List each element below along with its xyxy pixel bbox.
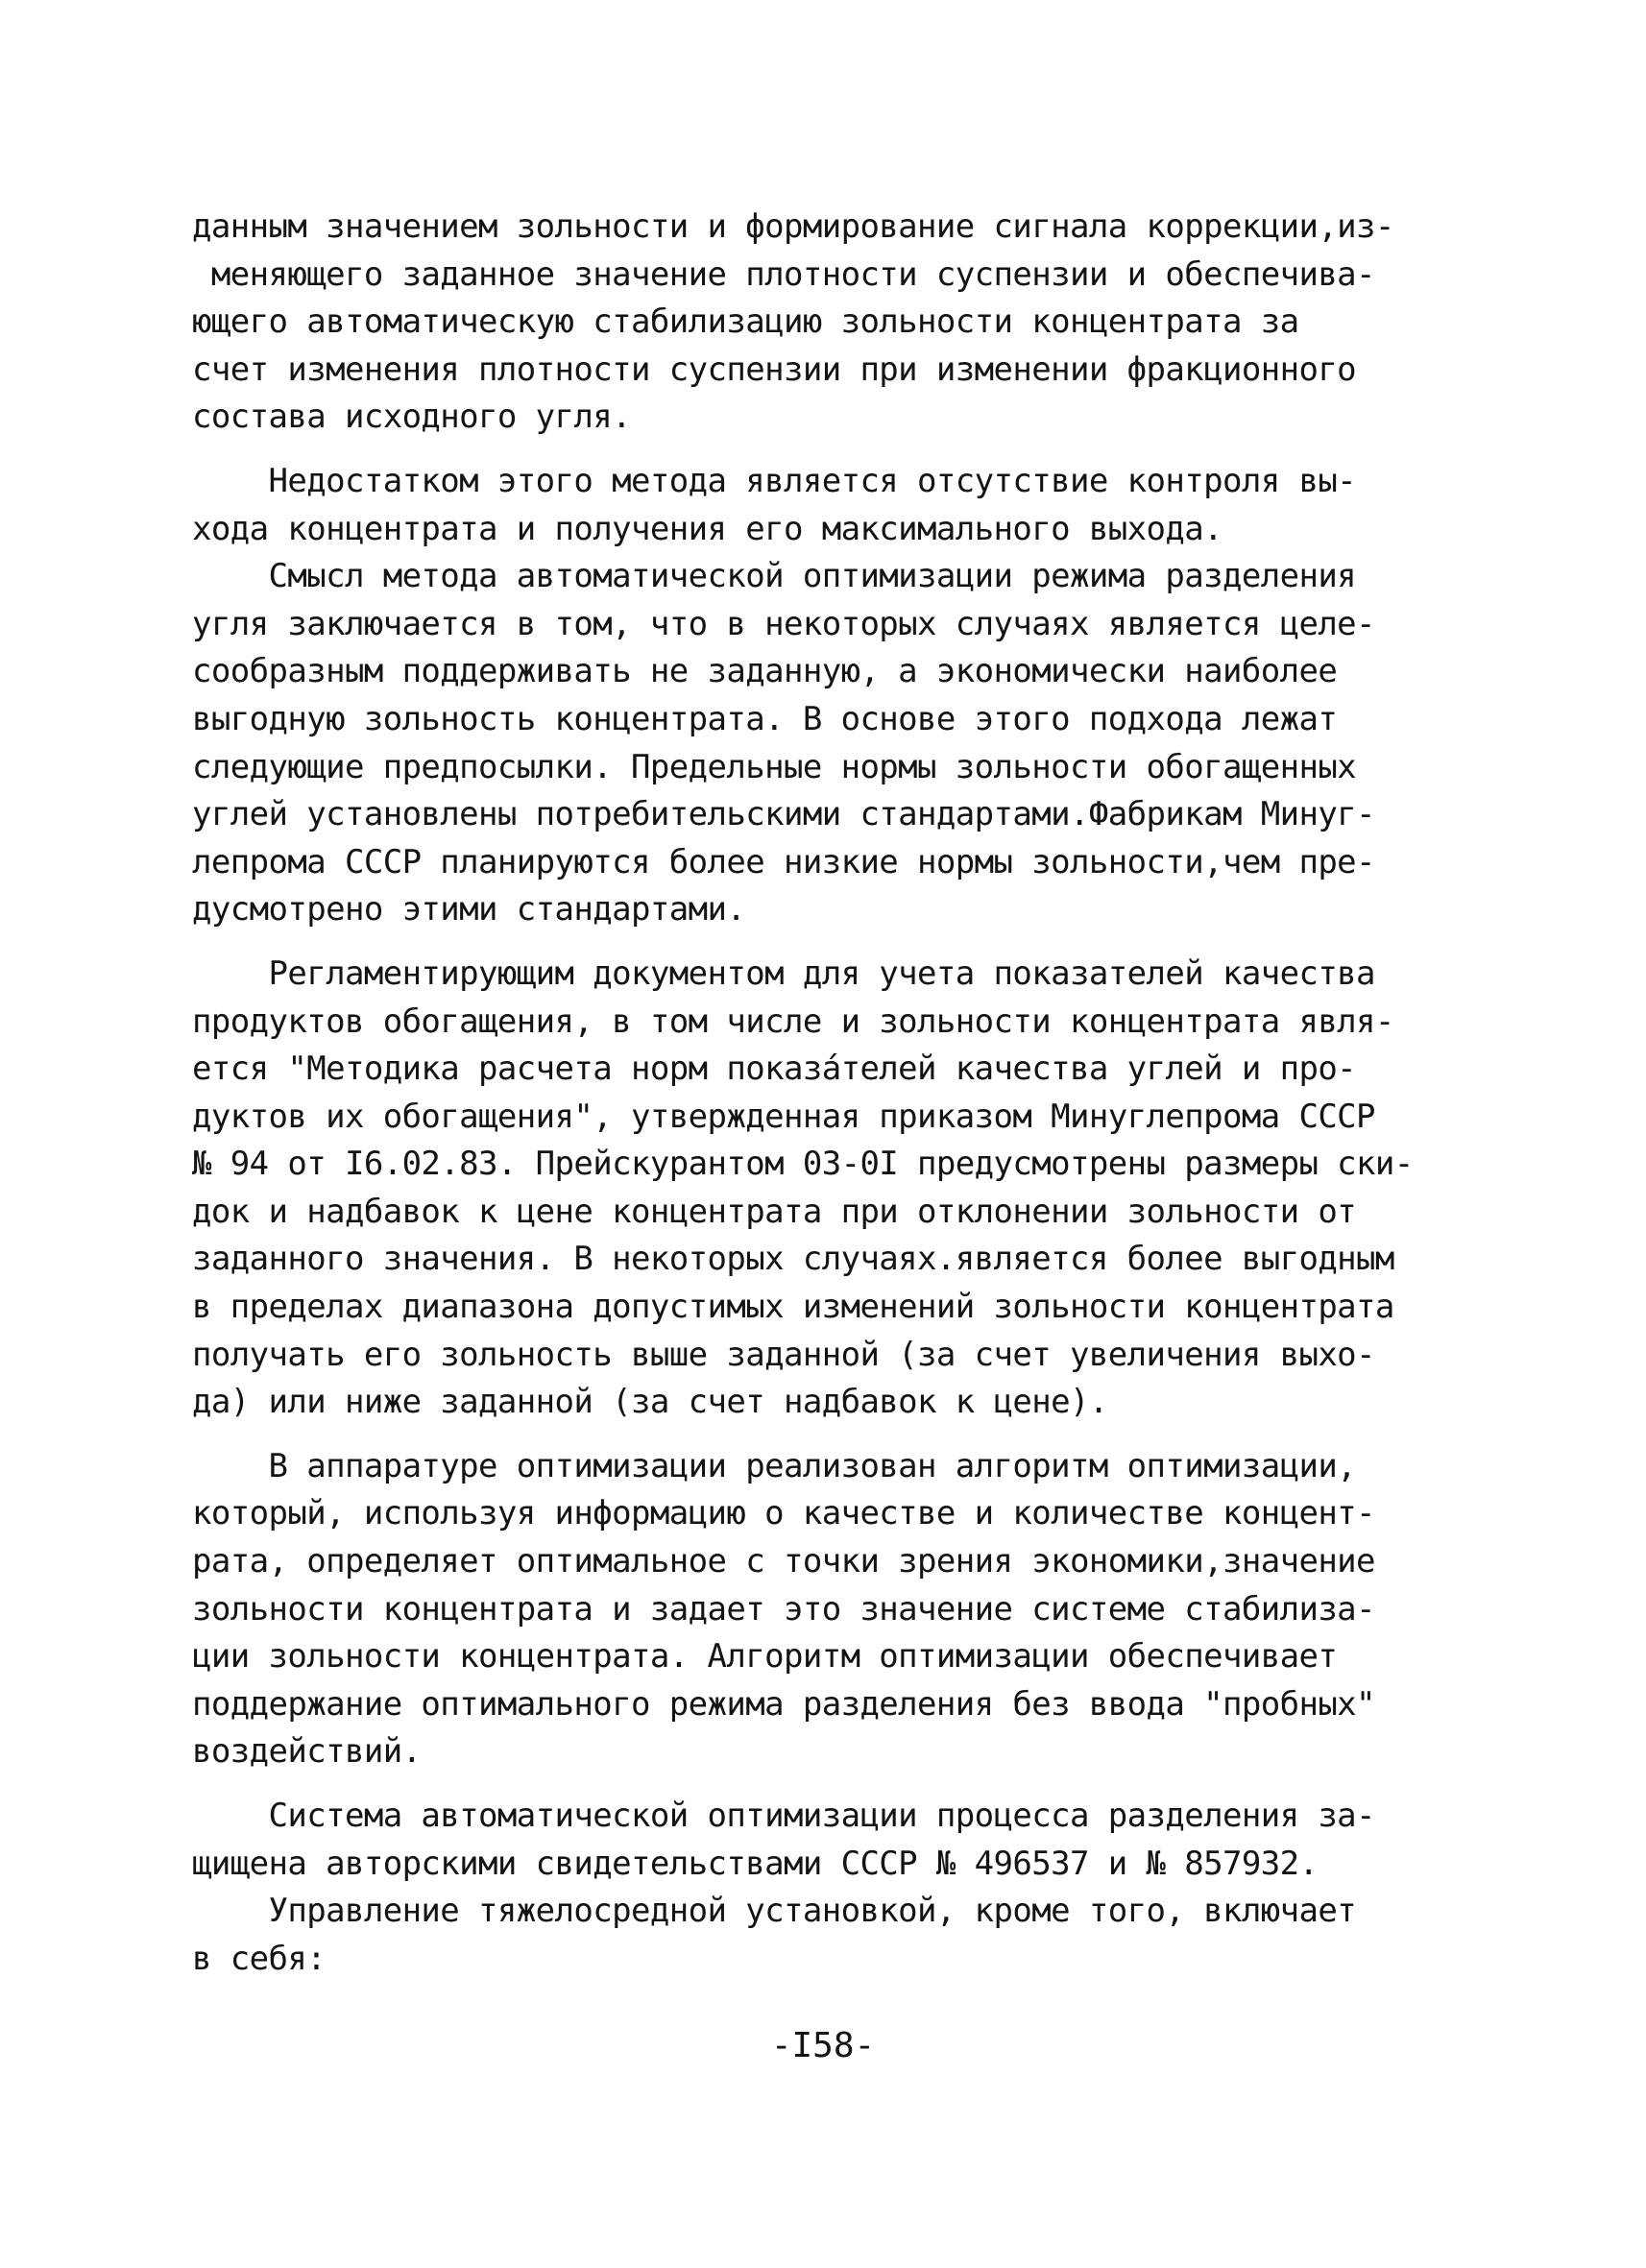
text-line: ющего автоматическую стабилизацию зольности концентрата за: [192, 302, 1299, 342]
text-line: меняющего заданное значение плотности суспензии и обеспечива-: [192, 254, 1375, 294]
text-line: сообразным поддерживать не заданную, а экономически наиболее: [192, 652, 1338, 691]
text-line: хода концентрата и получения его максимального выхода.: [192, 509, 1222, 548]
page-text-column: [192, 204, 1460, 1983]
text-line: воздействий.: [192, 1732, 422, 1772]
text-line: получать его зольность выше заданной (за счет увеличения выхо-: [192, 1335, 1375, 1374]
text-line: который, используя информацию о качестве и количестве концент-: [192, 1494, 1375, 1533]
text-line: № 94 от I6.02.83. Прейскурантом 03-0I предусмотрены размеры ски-: [192, 1145, 1414, 1184]
text-line: в себя:: [192, 1939, 327, 1978]
text-line: Управление тяжелосредной установкой, кроме того, включает: [192, 1892, 1357, 1931]
text-line: Недостатком этого метода является отсутствие контроля вы-: [192, 461, 1357, 500]
text-line: продуктов обогащения, в том числе и зольности концентрата явля-: [192, 1001, 1394, 1041]
text-line: Смысл метода автоматической оптимизации режима разделения: [192, 557, 1357, 596]
text-line: следующие предпосылки. Предельные нормы зольности обогащенных: [192, 747, 1357, 786]
paragraph: [192, 951, 1460, 1427]
text-line: да) или ниже заданной (за счет надбавок к цене).: [192, 1383, 1108, 1422]
text-line: В аппаратуре оптимизации реализован алгоритм оптимизации,: [192, 1446, 1357, 1485]
text-line: угля заключается в том, что в некоторых случаях является целе-: [192, 604, 1375, 643]
text-line: ется "Методика расчета норм показáтелей качества углей и про-: [192, 1050, 1357, 1089]
text-line: состава исходного угля.: [192, 398, 632, 437]
text-line: ции зольности концентрата. Алгоритм оптимизации обеспечивает: [192, 1637, 1338, 1677]
page-number: -I58-: [770, 2026, 876, 2065]
paragraph: [192, 1443, 1460, 1776]
text-line: щищена авторскими свидетельствами СССР № 496537 и № 857932.: [192, 1844, 1319, 1883]
text-line: рата, определяет оптимальное с точки зрения экономики,значение: [192, 1542, 1375, 1581]
text-line: в пределах диапазона допустимых изменений зольности концентрата: [192, 1288, 1394, 1327]
text-line: док и надбавок к цене концентрата при отклонении зольности от: [192, 1192, 1357, 1231]
text-line: дуктов их обогащения", утвержденная приказом Минуглепрома СССР: [192, 1097, 1375, 1136]
text-line: лепрома СССР планируются более низкие нормы зольности,чем пре-: [192, 842, 1375, 881]
text-line: выгодную зольность концентрата. В основе этого подхода лежат: [192, 699, 1338, 738]
text-line: заданного значения. В некоторых случаях.является более выгодным: [192, 1240, 1394, 1279]
text-line: поддержание оптимального режима разделения без ввода "пробных": [192, 1684, 1375, 1724]
text-line: зольности концентрата и задает это значение системе стабилиза-: [192, 1589, 1375, 1629]
text-line: углей установлены потребительскими стандартами.Фабрикам Минуг-: [192, 795, 1375, 834]
text-line: Регламентирующим документом для учета показателей качества: [192, 953, 1375, 993]
paragraph: [192, 458, 1460, 934]
text-line: данным значением зольности и формирование сигнала коррекции,из-: [192, 207, 1394, 246]
text-line: счет изменения плотности суспензии при изменении фракционного: [192, 350, 1357, 389]
paragraph: [192, 204, 1460, 442]
text-line: Система автоматической оптимизации процесса разделения за-: [192, 1797, 1375, 1835]
paragraph: [192, 1793, 1460, 1983]
text-line: дусмотрено этими стандартами.: [192, 890, 746, 929]
